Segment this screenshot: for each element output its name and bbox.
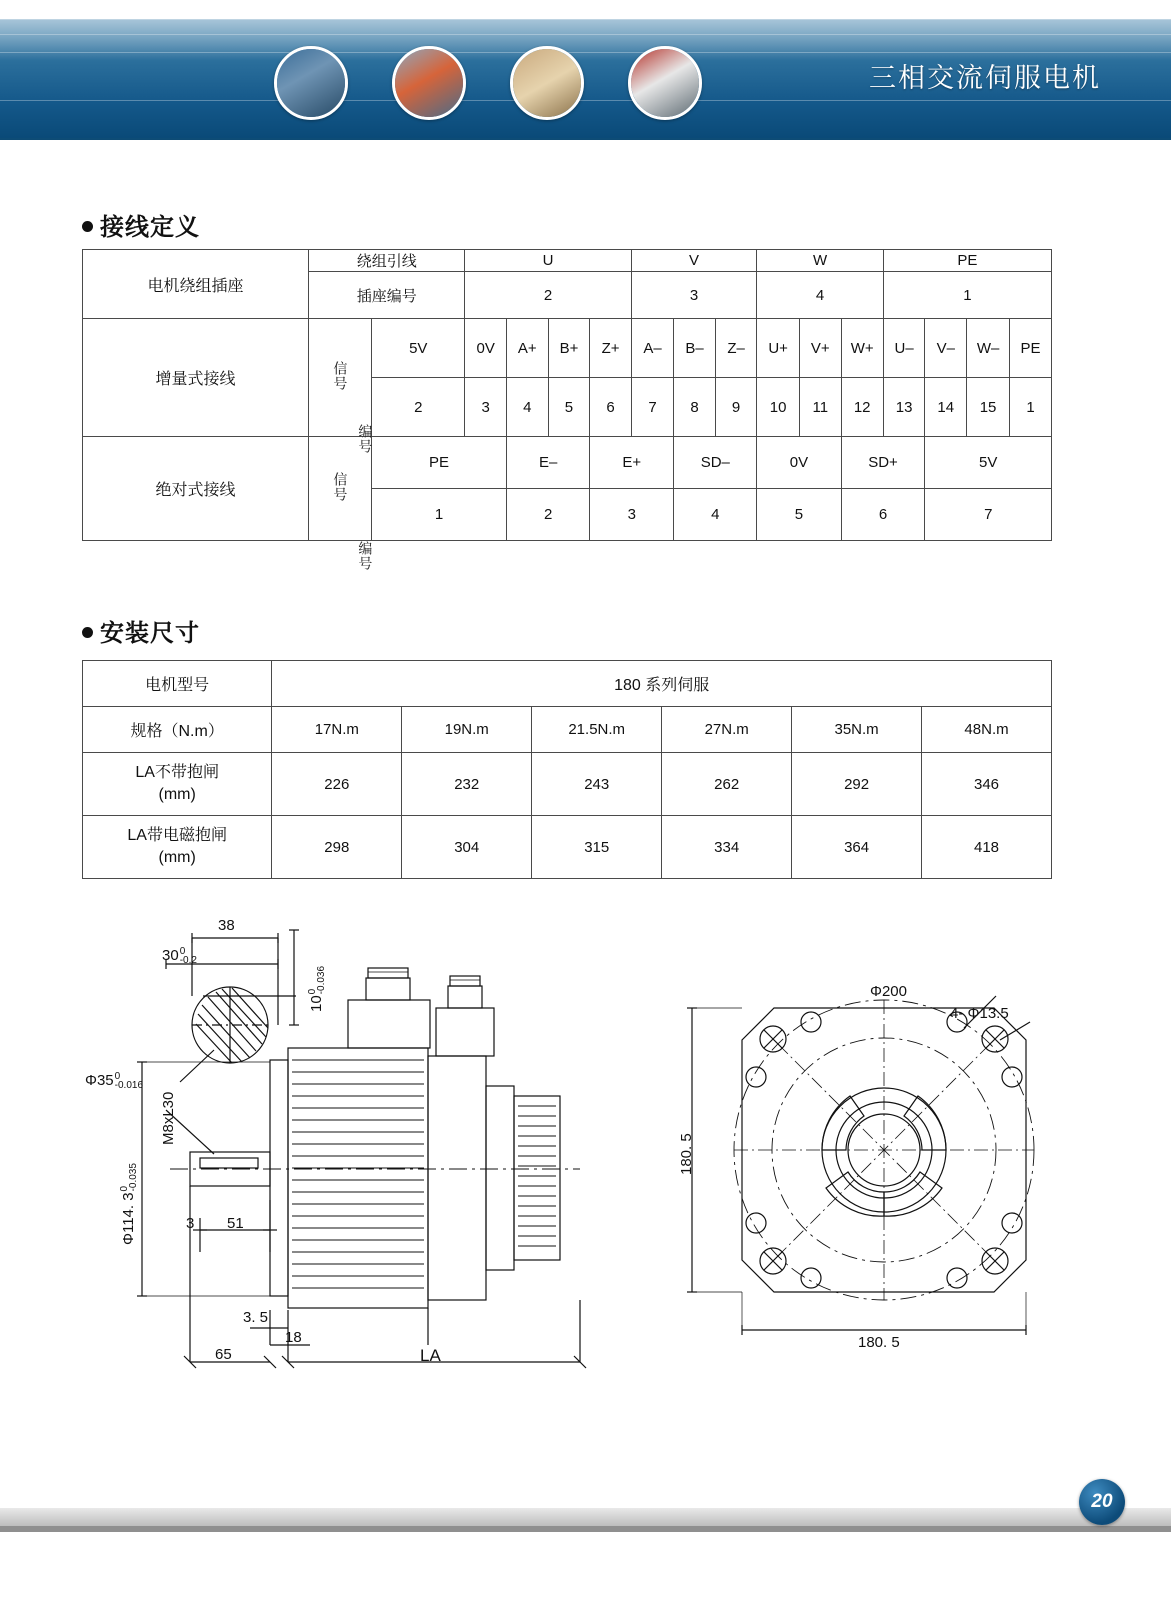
cell-socketno-4: 4 xyxy=(757,272,883,319)
dim-65: 65 xyxy=(215,1346,232,1363)
cell-abs-sig-4: 0V xyxy=(757,437,841,489)
header-gloss xyxy=(0,20,1171,60)
cell-inc-num-10: 12 xyxy=(841,378,883,437)
la-brake-line2: (mm) xyxy=(158,849,196,866)
cell-abs-sig-0: PE xyxy=(372,437,507,489)
cell-lead-label: 绕组引线 xyxy=(309,250,465,272)
cell-lead-v: V xyxy=(631,250,757,272)
cell-la-brake-3: 334 xyxy=(662,816,792,879)
header-stripe-1 xyxy=(0,34,1171,35)
wiring-definition-table xyxy=(82,249,1052,541)
cell-abs-sig-1: E– xyxy=(506,437,589,489)
table-row xyxy=(83,753,1052,816)
cell-inc-sig-5: A– xyxy=(631,319,673,378)
header-title: 三相交流伺服电机 xyxy=(869,63,1101,93)
cell-inc-num-14: 1 xyxy=(1010,378,1052,437)
cell-inc-num-11: 13 xyxy=(883,378,925,437)
cell-inc-sig-8: U+ xyxy=(757,319,800,378)
cell-abs-num-5: 6 xyxy=(841,489,925,541)
dim-180-5-horizontal: 180. 5 xyxy=(858,1334,900,1351)
cell-inc-num-7: 9 xyxy=(715,378,756,437)
la-nobrake-line2: (mm) xyxy=(158,786,196,803)
cell-inc-sig-14: PE xyxy=(1010,319,1052,378)
cell-absolute-label: 绝对式接线 xyxy=(83,437,309,541)
table-row xyxy=(83,661,1052,707)
cell-inc-sig-3: B+ xyxy=(548,319,590,378)
cell-inc-sig-6: B– xyxy=(674,319,716,378)
cell-spec-4: 35N.m xyxy=(792,707,922,753)
dim-10-tol-lower: -0.036 xyxy=(316,965,328,995)
cell-inc-num-3: 5 xyxy=(548,378,590,437)
cell-socketno-1: 1 xyxy=(883,272,1051,319)
label-absolute-number: 编号 xyxy=(357,540,374,571)
cell-lead-pe: PE xyxy=(883,250,1051,272)
footer-bar-accent xyxy=(0,1526,1171,1532)
cell-la-nobrake-3: 262 xyxy=(662,753,792,816)
dim-phi114-tol-lower: -0.035 xyxy=(128,1163,140,1192)
cell-la-brake-5: 418 xyxy=(922,816,1052,879)
dim-phi35-tol-lower: -0.016 xyxy=(114,1080,144,1092)
cell-lead-u: U xyxy=(465,250,631,272)
dim-phi200: Φ200 xyxy=(870,983,907,1000)
footer-bar xyxy=(0,1508,1171,1526)
dim-phi114-tol-upper: 0 xyxy=(119,1185,131,1192)
dim-38: 38 xyxy=(218,917,235,934)
cell-inc-sig-10: W+ xyxy=(841,319,883,378)
cell-spec-0: 17N.m xyxy=(272,707,402,753)
cell-la-brake-2: 315 xyxy=(532,816,662,879)
cell-la-brake-4: 364 xyxy=(792,816,922,879)
dim-18: 18 xyxy=(285,1329,302,1346)
cell-la-nobrake-2: 243 xyxy=(532,753,662,816)
cell-inc-num-9: 11 xyxy=(799,378,841,437)
page-header xyxy=(0,0,1171,140)
cell-inc-sig-7: Z– xyxy=(715,319,756,378)
cell-abs-num-3: 4 xyxy=(674,489,757,541)
dim-30: 30 0 -0.2 xyxy=(162,946,197,967)
cell-abs-num-2: 3 xyxy=(590,489,674,541)
mounting-dimension-table xyxy=(82,660,1052,879)
header-stripe-2 xyxy=(0,52,1171,53)
la-nobrake-line1: LA不带抱闸 xyxy=(135,764,219,782)
dim-51: 51 xyxy=(227,1215,244,1232)
table-row xyxy=(83,707,1052,753)
cell-inc-num-1: 3 xyxy=(465,378,507,437)
photo-thumb-2 xyxy=(392,46,466,120)
section-title-wiring-label: 接线定义 xyxy=(100,214,200,241)
cell-inc-num-0: 2 xyxy=(372,378,465,437)
cell-inc-num-13: 15 xyxy=(967,378,1010,437)
cell-inc-num-6: 8 xyxy=(674,378,716,437)
cell-abs-num-4: 5 xyxy=(757,489,841,541)
cell-inc-sig-1: 0V xyxy=(465,319,507,378)
dim-10-tol-upper: 0 xyxy=(307,988,319,995)
cell-inc-num-2: 4 xyxy=(506,378,548,437)
dim-30-tol-lower: -0.2 xyxy=(179,955,197,967)
table-row xyxy=(83,816,1052,879)
cell-socketno-label: 插座编号 xyxy=(309,272,465,319)
dim-180-5-vertical: 180. 5 xyxy=(678,1133,695,1175)
photo-thumb-1 xyxy=(274,46,348,120)
cell-la-nobrake-label xyxy=(83,753,272,816)
dim-phi35: Φ35 0 -0.016 xyxy=(85,1071,144,1092)
cell-spec-2: 21.5N.m xyxy=(532,707,662,753)
bullet-icon xyxy=(82,627,93,638)
cell-la-nobrake-4: 292 xyxy=(792,753,922,816)
dim-4-phi13-5: 4- Φ13.5 xyxy=(950,1005,1009,1022)
vertical-text: 信号 xyxy=(332,360,349,391)
cell-la-brake-label xyxy=(83,816,272,879)
dim-phi35-tol-upper: 0 xyxy=(114,1071,121,1083)
cell-model-label: 电机型号 xyxy=(83,661,272,707)
dim-3-5: 3. 5 xyxy=(243,1309,269,1326)
cell-inc-sig-9: V+ xyxy=(799,319,841,378)
cell-abs-sig-2: E+ xyxy=(590,437,674,489)
cell-lead-w: W xyxy=(757,250,883,272)
cell-abs-sig-3: SD– xyxy=(674,437,757,489)
dim-30-tol-upper: 0 xyxy=(179,946,186,958)
cell-la-nobrake-1: 232 xyxy=(402,753,532,816)
cell-socket-label: 电机绕组插座 xyxy=(83,250,309,319)
bullet-icon xyxy=(82,221,93,232)
cell-inc-sig-12: V– xyxy=(925,319,967,378)
cell-la-brake-1: 304 xyxy=(402,816,532,879)
cell-incremental-label: 增量式接线 xyxy=(83,319,309,437)
photo-thumb-4 xyxy=(628,46,702,120)
cell-inc-num-5: 7 xyxy=(631,378,673,437)
cell-inc-num-8: 10 xyxy=(757,378,800,437)
cell-inc-sig-0: 5V xyxy=(372,319,465,378)
vertical-text: 信号 xyxy=(332,471,349,502)
section-title-wiring xyxy=(82,207,200,242)
cell-abs-num-1: 2 xyxy=(506,489,589,541)
photo-thumb-3 xyxy=(510,46,584,120)
table-row xyxy=(83,250,1052,272)
cell-spec-1: 19N.m xyxy=(402,707,532,753)
dim-10: 10 0 -0.036 xyxy=(307,965,328,1012)
cell-spec-3: 27N.m xyxy=(662,707,792,753)
cell-inc-sig-2: A+ xyxy=(506,319,548,378)
cell-la-brake-0: 298 xyxy=(272,816,402,879)
dim-phi114: Φ114. 3 0 -0.035 xyxy=(119,1163,140,1245)
cell-la-nobrake-5: 346 xyxy=(922,753,1052,816)
cell-abs-num-0: 1 xyxy=(372,489,507,541)
cell-abs-sig-5: SD+ xyxy=(841,437,925,489)
label-incremental-number: 编号 xyxy=(357,424,374,454)
cell-abs-sig-6: 5V xyxy=(925,437,1052,489)
page-number-badge: 20 xyxy=(1079,1479,1125,1525)
cell-inc-num-4: 6 xyxy=(590,378,632,437)
cell-spec-5: 48N.m xyxy=(922,707,1052,753)
cell-la-nobrake-0: 226 xyxy=(272,753,402,816)
technical-drawing xyxy=(80,900,1080,1440)
table-row xyxy=(83,319,1052,378)
cell-series: 180 系列伺服 xyxy=(272,661,1052,707)
cell-inc-sig-4: Z+ xyxy=(590,319,632,378)
header-stripe-3 xyxy=(0,100,1171,101)
la-brake-line1: LA带电磁抱闸 xyxy=(127,827,227,845)
cell-abs-num-6: 7 xyxy=(925,489,1052,541)
dim-m8xl30: M8xL30 xyxy=(160,1091,177,1145)
cell-spec-label: 规格（N.m） xyxy=(83,707,272,753)
cell-socketno-3: 3 xyxy=(631,272,757,319)
cell-inc-num-12: 14 xyxy=(925,378,967,437)
table-row xyxy=(83,437,1052,489)
section-title-mounting xyxy=(82,613,200,648)
dim-la: LA xyxy=(420,1346,441,1365)
cell-socketno-2: 2 xyxy=(465,272,631,319)
cell-inc-sig-11: U– xyxy=(883,319,925,378)
dim-3: 3 xyxy=(186,1215,195,1232)
cell-inc-sig-13: W– xyxy=(967,319,1010,378)
section-title-mounting-label: 安装尺寸 xyxy=(100,620,200,647)
